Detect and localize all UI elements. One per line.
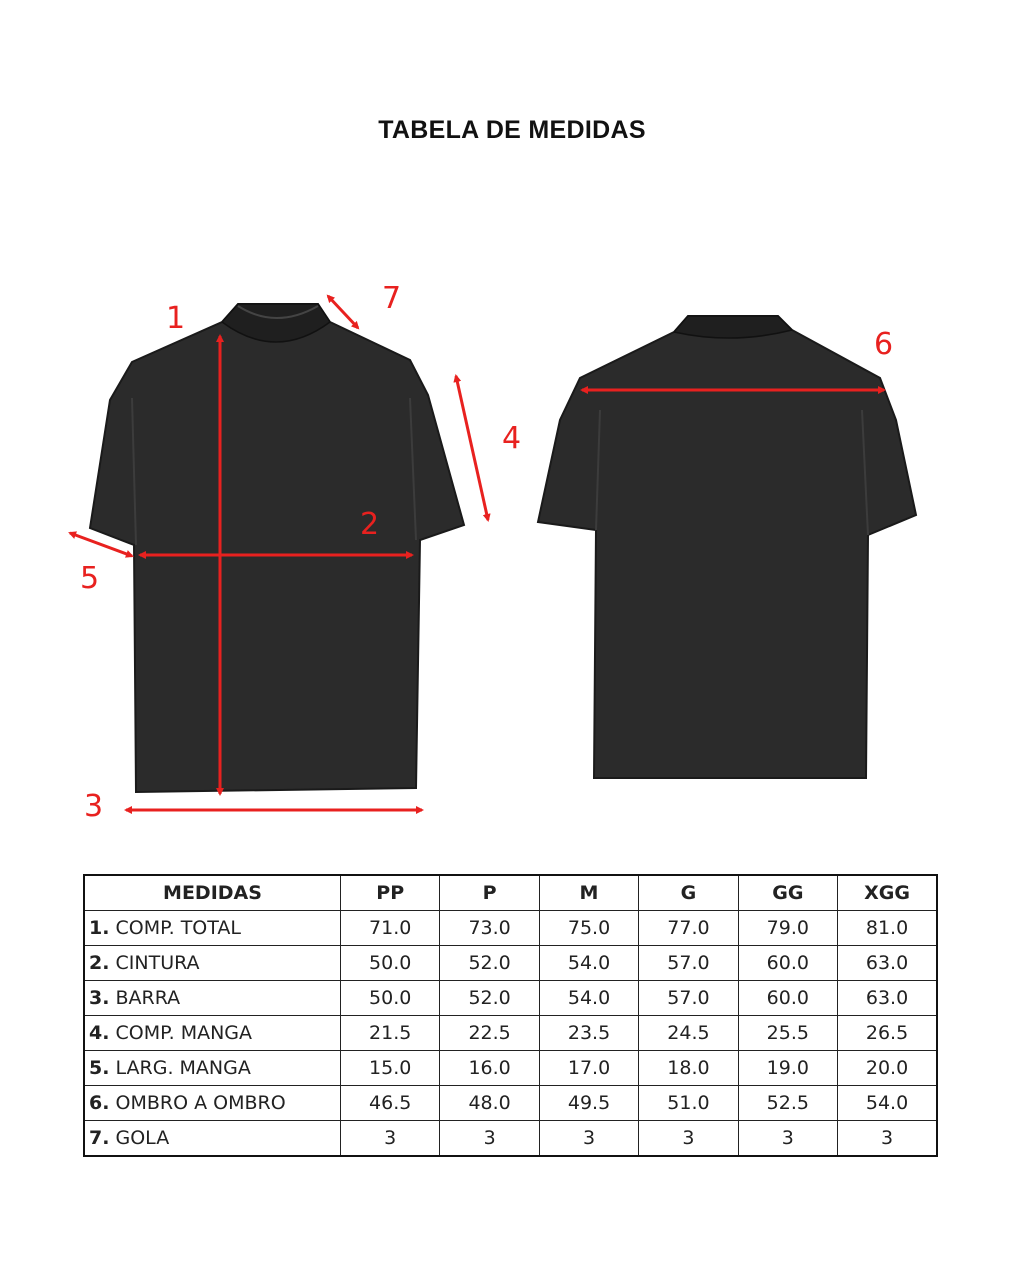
cell-value: 79.0 <box>738 911 837 946</box>
cell-value: 17.0 <box>539 1051 638 1086</box>
cell-value: 22.5 <box>440 1016 539 1051</box>
header-p: P <box>440 875 539 911</box>
cell-value: 50.0 <box>341 946 440 981</box>
label-1: 1 <box>166 301 186 336</box>
table-row <box>84 1016 937 1051</box>
row-label: 6. OMBRO A OMBRO <box>84 1086 341 1121</box>
cell-value: 73.0 <box>440 911 539 946</box>
cell-value: 63.0 <box>838 981 937 1016</box>
cell-value: 46.5 <box>341 1086 440 1121</box>
table-row <box>84 981 937 1016</box>
page-title: TABELA DE MEDIDAS <box>378 116 646 144</box>
cell-value: 3 <box>341 1121 440 1157</box>
table-row <box>84 1121 937 1157</box>
row-label: 7. GOLA <box>84 1121 341 1157</box>
header-m: M <box>539 875 638 911</box>
cell-value: 24.5 <box>639 1016 738 1051</box>
cell-value: 18.0 <box>639 1051 738 1086</box>
cell-value: 81.0 <box>838 911 937 946</box>
cell-value: 3 <box>738 1121 837 1157</box>
cell-value: 60.0 <box>738 946 837 981</box>
cell-value: 57.0 <box>639 981 738 1016</box>
table-row <box>84 1086 937 1121</box>
label-6: 6 <box>874 327 894 362</box>
label-5: 5 <box>80 561 100 596</box>
row-label: 5. LARG. MANGA <box>84 1051 341 1086</box>
label-7: 7 <box>382 281 402 316</box>
row-label: 4. COMP. MANGA <box>84 1016 341 1051</box>
table-row <box>84 946 937 981</box>
cell-value: 3 <box>539 1121 638 1157</box>
cell-value: 63.0 <box>838 946 937 981</box>
cell-value: 16.0 <box>440 1051 539 1086</box>
size-table-header <box>84 875 937 911</box>
cell-value: 52.5 <box>738 1086 837 1121</box>
size-table <box>83 874 938 1157</box>
cell-value: 75.0 <box>539 911 638 946</box>
arrow-comp-manga <box>456 376 488 520</box>
tshirt-measurement-diagram <box>0 270 1024 830</box>
cell-value: 52.0 <box>440 946 539 981</box>
back-shirt-illustration <box>538 316 916 778</box>
label-2: 2 <box>360 507 380 542</box>
cell-value: 52.0 <box>440 981 539 1016</box>
cell-value: 15.0 <box>341 1051 440 1086</box>
cell-value: 60.0 <box>738 981 837 1016</box>
cell-value: 20.0 <box>838 1051 937 1086</box>
cell-value: 57.0 <box>639 946 738 981</box>
cell-value: 21.5 <box>341 1016 440 1051</box>
cell-value: 71.0 <box>341 911 440 946</box>
cell-value: 51.0 <box>639 1086 738 1121</box>
table-row <box>84 1051 937 1086</box>
header-pp: PP <box>341 875 440 911</box>
table-row <box>84 911 937 946</box>
cell-value: 26.5 <box>838 1016 937 1051</box>
front-shirt-illustration <box>90 304 464 792</box>
cell-value: 3 <box>838 1121 937 1157</box>
header-xgg: XGG <box>838 875 937 911</box>
row-label: 3. BARRA <box>84 981 341 1016</box>
cell-value: 3 <box>639 1121 738 1157</box>
cell-value: 23.5 <box>539 1016 638 1051</box>
cell-value: 3 <box>440 1121 539 1157</box>
header-g: G <box>639 875 738 911</box>
cell-value: 50.0 <box>341 981 440 1016</box>
header-gg: GG <box>738 875 837 911</box>
cell-value: 54.0 <box>539 981 638 1016</box>
header-medidas: MEDIDAS <box>84 875 341 911</box>
row-label: 2. CINTURA <box>84 946 341 981</box>
row-label: 1. COMP. TOTAL <box>84 911 341 946</box>
cell-value: 19.0 <box>738 1051 837 1086</box>
cell-value: 49.5 <box>539 1086 638 1121</box>
cell-value: 54.0 <box>838 1086 937 1121</box>
label-4: 4 <box>502 421 522 456</box>
cell-value: 54.0 <box>539 946 638 981</box>
label-3: 3 <box>84 789 104 824</box>
cell-value: 77.0 <box>639 911 738 946</box>
cell-value: 25.5 <box>738 1016 837 1051</box>
cell-value: 48.0 <box>440 1086 539 1121</box>
